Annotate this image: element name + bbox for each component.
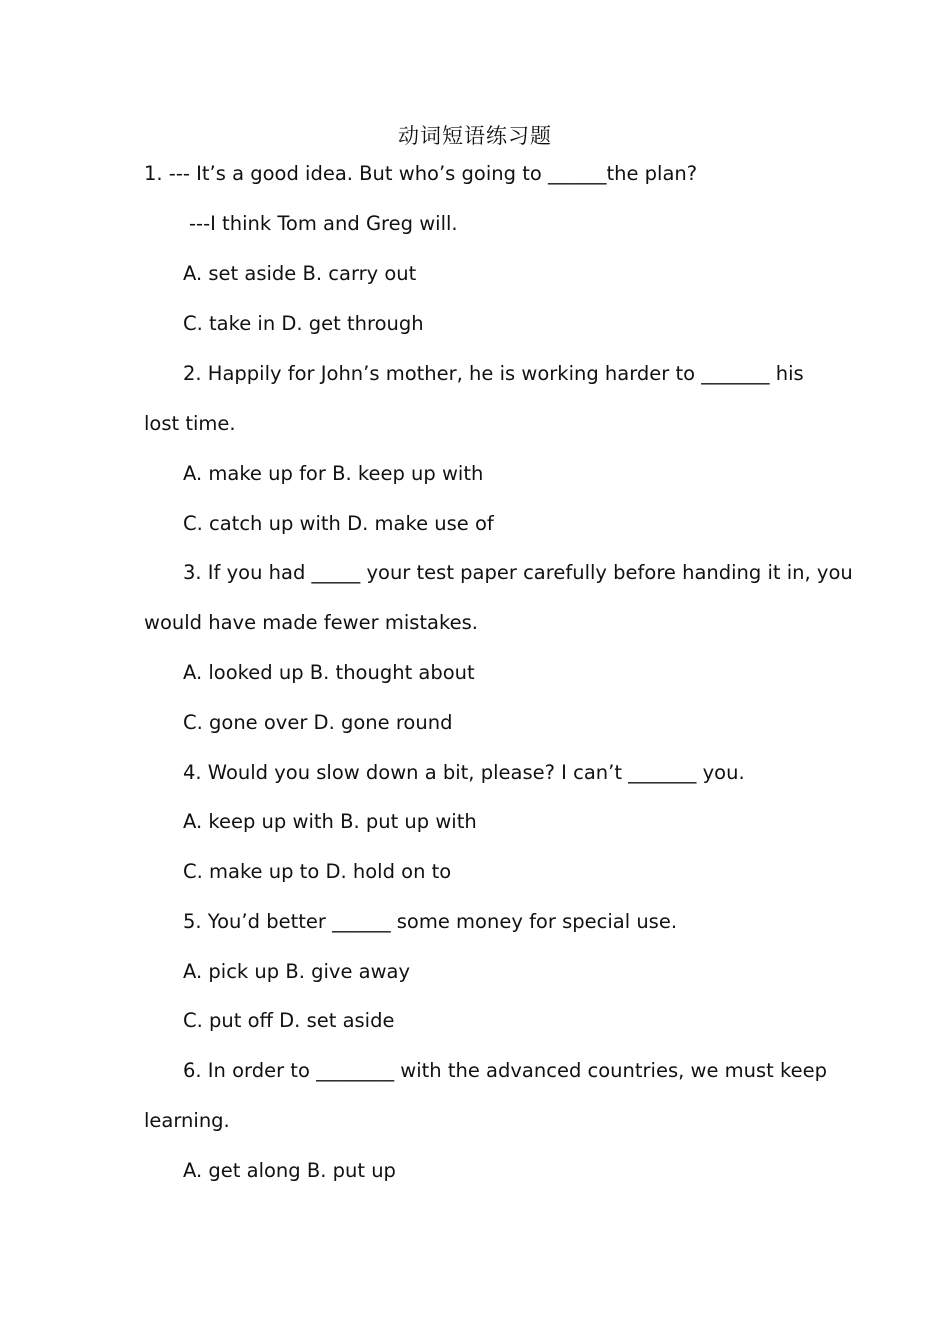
question-6-options-ab: A. get along B. put up (183, 1159, 396, 1182)
question-4-options-cd: C. make up to D. hold on to (183, 860, 452, 883)
question-1-stem: 1. --- It’s a good idea. But who’s going to ______the plan? (144, 162, 698, 185)
question-6-stem-continued: learning. (144, 1109, 230, 1132)
question-3-options-ab: A. looked up B. thought about (183, 661, 475, 684)
question-2-stem: 2. Happily for John’s mother, he is working harder to _______ his (183, 362, 804, 385)
question-4-stem: 4. Would you slow down a bit, please? I can’t _______ you. (183, 761, 745, 784)
question-1-options-ab: A. set aside B. carry out (183, 262, 417, 285)
question-1-options-cd: C. take in D. get through (183, 312, 424, 335)
question-3-options-cd: C. gone over D. gone round (183, 711, 453, 734)
question-3-stem: 3. If you had _____ your test paper carefully before handing it in, you (183, 561, 853, 584)
question-5-stem: 5. You’d better ______ some money for special use. (183, 910, 678, 933)
question-2-options-cd: C. catch up with D. make use of (183, 512, 494, 535)
question-1-reply: ---I think Tom and Greg will. (189, 212, 458, 235)
question-6-stem: 6. In order to ________ with the advanced countries, we must keep (183, 1059, 827, 1082)
question-5-options-ab: A. pick up B. give away (183, 960, 411, 983)
question-3-stem-continued: would have made fewer mistakes. (144, 611, 478, 634)
question-2-stem-continued: lost time. (144, 412, 236, 435)
page-title: 动词短语练习题 (398, 124, 552, 148)
question-5-options-cd: C. put off D. set aside (183, 1009, 395, 1032)
question-2-options-ab: A. make up for B. keep up with (183, 462, 484, 485)
question-4-options-ab: A. keep up with B. put up with (183, 810, 477, 833)
